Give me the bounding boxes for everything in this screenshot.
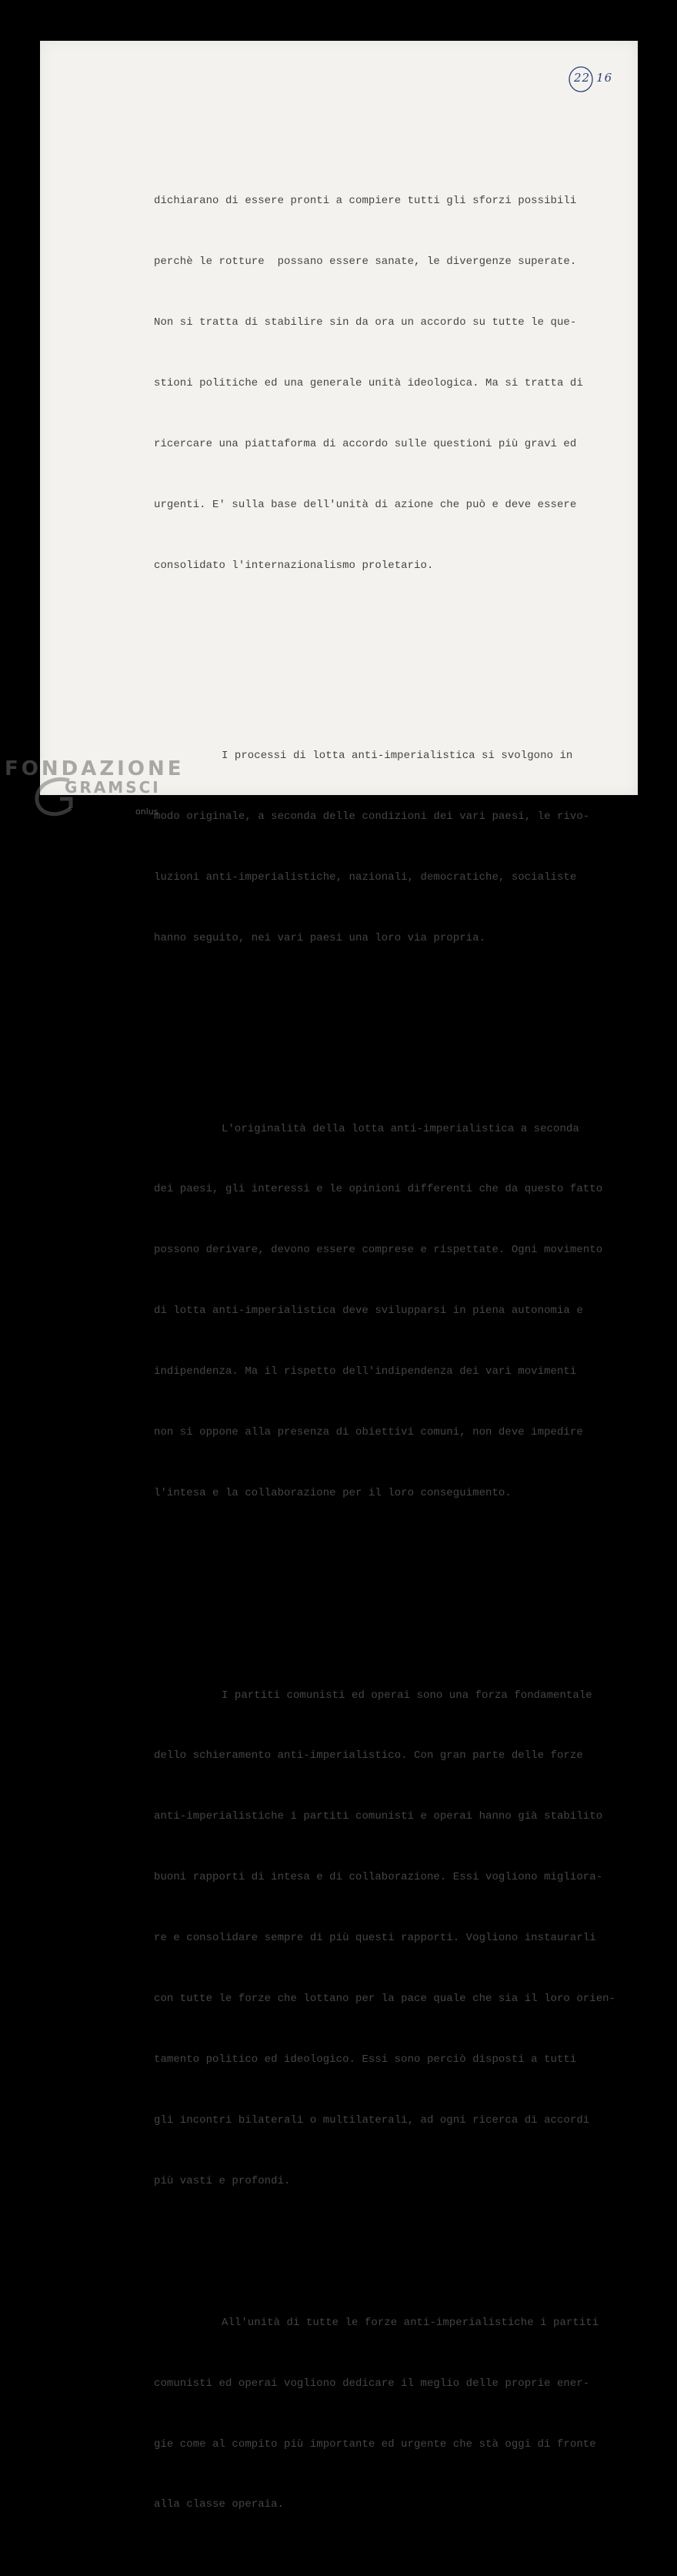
text-line: L'originalità della lotta anti-imperialistica a seconda — [222, 1122, 579, 1135]
page-number — [568, 65, 613, 93]
text-line: Non si tratta di stabilire sin da ora un accordo su tutte le que- — [154, 316, 577, 329]
text-line: non si oppone alla presenza di obiettivi comuni, non deve impedire — [154, 1426, 583, 1438]
text-line: dei paesi, gli interessi e le opinioni differenti che da questo fatto — [154, 1183, 603, 1196]
page-number-circled: 22 — [574, 71, 591, 85]
text-line: I partiti comunisti ed operai sono una forza fondamentale — [222, 1689, 592, 1702]
text-line: gli incontri bilaterali o multilaterali, ad ogni ricerca di accordi — [154, 2113, 590, 2127]
text-line: consolidato l'internazionalismo proletario. — [154, 559, 434, 572]
text-line: hanno seguito, nei vari paesi una loro via propria. — [154, 931, 486, 944]
text-line: gie come al compito più importante ed urgente che stà oggi di fronte — [154, 2437, 596, 2451]
text-line: tamento politico ed ideologico. Essi sono perciò disposti a tutti — [154, 2053, 577, 2066]
text-line: luzioni anti-imperialistiche, nazionali, democratiche, socialiste — [154, 870, 577, 884]
text-line: perchè le rotture possano essere sanate, le divergenze superate. — [154, 256, 577, 269]
fondazione-gramsci-watermark — [5, 757, 185, 827]
text-line: più vasti e profondi. — [154, 2174, 291, 2187]
paragraph-gap — [154, 1584, 631, 1604]
text-line: possono derivare, devono essere comprese e rispettate. Ogni movimento — [154, 1244, 603, 1257]
text-line: indipendenza. Ma il rispetto dell'indipendenza dei vari movimenti — [154, 1365, 577, 1378]
text-line: di lotta anti-imperialistica deve svilupparsi in piena autonomia e — [154, 1305, 583, 1318]
text-line: con tutte le forze che lottano per la pace quale che sia il loro orien- — [154, 1993, 616, 2006]
paragraph-4 — [154, 1645, 631, 2232]
text-line: re e consolidare sempre di più questi rapporti. Vogliono instaurarli — [154, 1932, 596, 1945]
text-line: buoni rapporti di intesa e di collaborazione. Essi vogliono migliora- — [154, 1871, 603, 1884]
text-line: stioni politiche ed una generale unità ideologica. Ma si tratta di — [154, 376, 583, 389]
paragraph-3 — [154, 1078, 631, 1544]
text-line: urgenti. E' sulla base dell'unità di azione che può e deve essere — [154, 498, 577, 511]
text-line: I processi di lotta anti-imperialistica si svolgono in — [222, 750, 573, 763]
paragraph-gap — [154, 657, 631, 665]
watermark-line1: FONDAZIONE — [5, 757, 185, 780]
paragraph-1 — [154, 151, 631, 616]
page-number-text — [574, 71, 612, 85]
text-line: comunisti ed operai vogliono dedicare il meglio delle proprie ener- — [154, 2377, 590, 2390]
text-line: alla classe operaia. — [154, 2498, 285, 2511]
text-line: l'intesa e la collaborazione per il loro conseguimento. — [154, 1486, 512, 1499]
paragraph-gap — [154, 1029, 631, 1037]
watermark-sub: onlus — [135, 807, 158, 817]
paragraph-2 — [154, 706, 631, 989]
text-line: ricercare una piattaforma di accordo sulle questioni più gravi ed — [154, 437, 577, 450]
text-line: All'unità di tutte le forze anti-imperialistiche i partiti — [222, 2316, 599, 2329]
typed-text — [154, 110, 631, 2576]
text-line: dello schieramento anti-imperialistico. Con gran parte delle forze — [154, 1749, 583, 1762]
text-line: modo originale, a seconda delle condizioni dei vari paesi, le rivo- — [154, 810, 590, 824]
page-number-suffix: 16 — [596, 71, 613, 85]
watermark-line2: GRAMSCI — [65, 778, 161, 797]
text-line: dichiarano di essere pronti a compiere tutti gli sforzi possibili — [154, 195, 577, 208]
text-line: anti-imperialistiche i partiti comunisti e operai hanno già stabilito — [154, 1810, 603, 1823]
paragraph-5 — [154, 2272, 631, 2555]
